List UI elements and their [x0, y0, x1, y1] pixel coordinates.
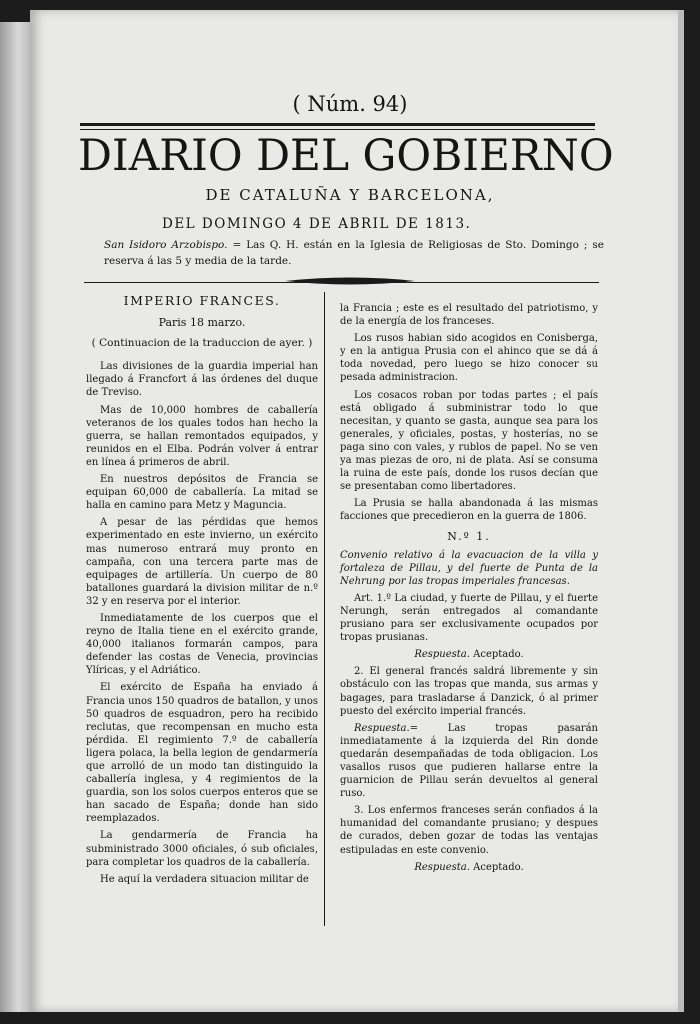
- paragraph: El exército de España ha enviado á Francia unos 150 quadros de batallon, y unos 50 quadros de esquadron, pero ha recibido reclutas, que recompensan en mucho esta pérdida. El regimiento 7.º de caballería ligera polaca, la bella legion de gendarmería que arrolló de un modo tan distinguido la caballería inglesa, y 4 regimientos de la guardia, son los solos cuerpos enteros que se han sacado de España; donde han sido reemplazados.: [86, 682, 318, 825]
- article: 3. Los enfermos franceses serán confiados á la humanidad del comandante prusiano; y despues de curados, deben gozar de todas las ventajas estipuladas en este convenio.: [340, 805, 598, 856]
- number-heading: N.º 1.: [447, 529, 491, 543]
- issue-number: ( Núm. 94): [292, 92, 408, 116]
- paragraph: La gendarmería de Francia ha subministrado 3000 oficiales, ó sub oficiales, para completar los quadros de la caballería.: [86, 830, 318, 868]
- header-rule-thin: [80, 129, 595, 130]
- reply-line: [340, 861, 598, 874]
- header-rule-thick: [80, 123, 595, 126]
- reply-value: Aceptado.: [473, 649, 524, 661]
- rule-ornament-icon: [285, 276, 415, 286]
- reply-label: Respuesta.: [354, 722, 410, 734]
- paragraph: He aquí la verdadera situacion militar de: [100, 873, 309, 885]
- article: 2. El general francés saldrá libremente y sin obstáculo con las tropas que manda, sus armas y bagages, para trasladarse á Danzick, ó al primer puesto del exército imperial francés.: [340, 666, 598, 717]
- paragraph: Los cosacos roban por todas partes ; el país está obligado á subministrar todo lo que necesitan, y quanto se gasta, aunque sea para los generales, y oficiales, postas, y hosterías, no se paga sino con vales, y rublos de papel. No se ven ya mas piezas de oro, ni de plata. Así se consuma la ruina de este país, donde los rusos decían que se presentaban como libertadores.: [340, 389, 598, 493]
- saint-of-day: [104, 237, 604, 269]
- column-divider: [324, 292, 325, 926]
- paragraph: Las divisiones de la guardia imperial han llegado á Francfort á las órdenes del duque de Treviso.: [86, 361, 318, 399]
- paragraph: En nuestros depósitos de Francia se equipan 60,000 de caballería. La mitad se halla en camino para Metz y Maguncia.: [86, 474, 318, 512]
- reply-value: Aceptado.: [473, 861, 524, 873]
- paragraph: A pesar de las pérdidas que hemos experimentado en este invierno, un exército mas numeroso entrará muy pronto en campaña, con una tercera parte mas de equipages de artillería. Un cuerpo de 80 batallones guardará la division militar de n.º 32 y en reserva por el interior.: [86, 517, 318, 607]
- newspaper-title: DIARIO DEL GOBIERNO: [78, 131, 614, 181]
- paragraph: Los rusos habian sido acogidos en Conisberga, y en la antigua Prusia con el ahinco que se dá á toda novedad, pero luego se hizo conocer su pesada administracion.: [340, 333, 598, 384]
- adjacent-page-edge: [0, 22, 30, 1012]
- paragraph: Inmediatamente de los cuerpos que el reyno de Italia tiene en el exército grande, 40,000 italianos formarán campos, para defender las costas de Venecia, provincias Ylíricas, y el Adriático.: [86, 612, 318, 677]
- article: [340, 722, 598, 801]
- reply-label: Respuesta.: [414, 649, 470, 661]
- newspaper-subtitle: DE CATALUÑA Y BARCELONA,: [205, 186, 495, 204]
- convention-title: Convenio relativo á la evacuacion de la villa y fortaleza de Pillau, y del fuerte de Punta de la Nehrung por las tropas imperiales francesas.: [340, 549, 598, 587]
- dateline: Paris 18 marzo.: [158, 316, 246, 330]
- paragraph: La Prusia se halla abandonada á las mismas facciones que precedieron en la guerra de 1806.: [340, 498, 598, 523]
- section-title: IMPERIO FRANCES.: [123, 293, 281, 308]
- issue-date: DEL DOMINGO 4 DE ABRIL DE 1813.: [162, 216, 472, 232]
- saint-notice: = Las Q. H. están en la Iglesia de Religiosas de Sto. Domingo ; se reserva á las 5 y media de la tarde.: [104, 239, 604, 267]
- saint-name: San Isidoro Arzobispo.: [104, 239, 228, 251]
- paragraph: la Francia ; este es el resultado del patriotismo, y de la energía de los franceses.: [340, 303, 598, 328]
- paragraph: Mas de 10,000 hombres de caballería veteranos de los quales todos han hecho la guerra, se hallan remontados equipados, y reunidos en el Elba. Podrán volver á entrar en línea á primeros de abril.: [86, 404, 318, 468]
- reply-label: Respuesta.: [414, 861, 470, 873]
- reply-text: = Las tropas pasarán inmediatamente á la izquierda del Rin donde quedarán desempañadas de toda obligacion. Los vasallos rusos que pudieren hallarse entre la guarnicion de Pillau serán devueltos al general ruso.: [340, 722, 598, 800]
- right-column: [340, 302, 598, 878]
- reply-line: [340, 648, 598, 661]
- left-column: [86, 294, 318, 890]
- article: Art. 1.º La ciudad, y fuerte de Pillau, y el fuerte Nerungh, serán entregados al comandante prusiano para ser exclusivamente ocupados por tropas prusianas.: [340, 592, 598, 644]
- continuation-note: ( Continuacion de la traduccion de ayer. ): [91, 337, 313, 350]
- page-right-edge: [678, 10, 684, 1012]
